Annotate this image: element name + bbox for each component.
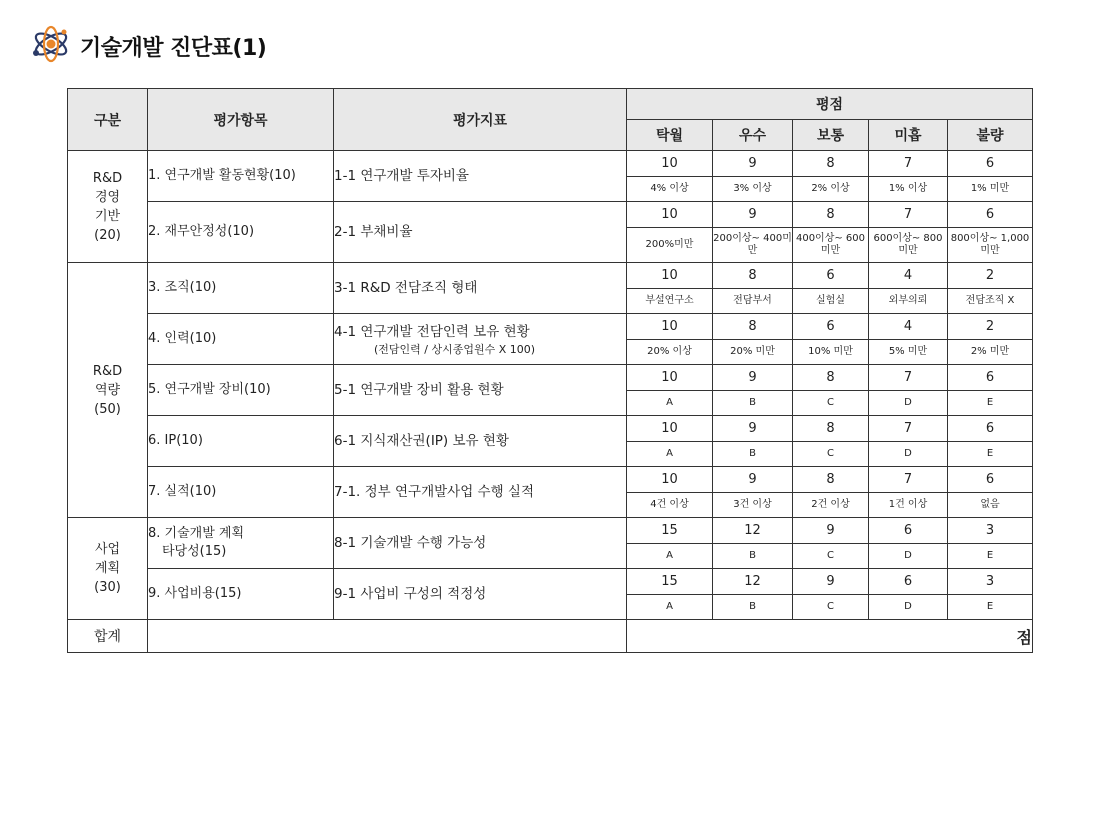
criterion-value: D [869,544,948,569]
score-value: 6 [793,263,869,289]
grade-excellent: 탁월 [627,120,713,151]
indicator-cell [334,151,627,202]
criterion-value: 전담부서 [713,289,793,314]
item-cell [148,202,334,263]
score-value: 10 [627,314,713,340]
criterion-value: 없음 [948,493,1033,518]
score-value: 2 [948,263,1033,289]
score-value: 9 [713,467,793,493]
criterion-value: B [713,595,793,620]
criterion-value: 1건 이상 [869,493,948,518]
criterion-value: 부설연구소 [627,289,713,314]
indicator-text: 3-1 R&D 전담조직 형태 [334,280,478,296]
criterion-value: C [793,544,869,569]
indicator-cell [334,467,627,518]
score-value: 7 [869,151,948,177]
criterion-value: 400이상~ 600미만 [793,228,869,263]
header-category: 구분 [68,89,148,151]
criterion-value: C [793,442,869,467]
criterion-value: B [713,391,793,416]
criterion-value: 200이상~ 400미만 [713,228,793,263]
score-value: 12 [713,518,793,544]
category-label-line: 경영 [94,189,121,205]
item-cell [148,365,334,416]
criterion-value: 2% 미만 [948,340,1033,365]
category-label-line: R&D [92,363,123,379]
item-cell [148,151,334,202]
item-cell [148,467,334,518]
indicator-note: (전담인력 / 상시종업원수 X 100) [374,342,536,356]
category-label-line: (20) [94,227,121,243]
score-value: 6 [948,365,1033,391]
item-label-line: 7. 실적(10) [148,484,217,499]
criterion-value: E [948,442,1033,467]
indicator-text: 9-1 사업비 구성의 적정성 [334,586,487,602]
category-label-line: (30) [94,580,121,595]
score-value: 9 [713,365,793,391]
criterion-value: A [627,391,713,416]
score-value: 10 [627,416,713,442]
score-value: 9 [793,518,869,544]
criterion-value: 5% 미만 [869,340,948,365]
score-value: 8 [793,467,869,493]
table-row [68,314,1033,340]
indicator-cell [334,569,627,620]
table-row [68,569,1033,595]
indicator-cell [334,365,627,416]
criterion-value: C [793,595,869,620]
score-value: 10 [627,202,713,228]
score-value: 4 [869,263,948,289]
score-value: 8 [713,314,793,340]
score-value: 8 [793,416,869,442]
table-row [68,151,1033,177]
item-label-line: 타당성(15) [162,544,227,559]
score-value: 9 [713,151,793,177]
category-label-line: (50) [94,401,121,417]
item-cell [148,263,334,314]
item-label-line: 8. 기술개발 계획 [148,526,245,541]
grade-good: 우수 [713,120,793,151]
criterion-value: A [627,544,713,569]
criterion-value: E [948,544,1033,569]
score-value: 9 [713,202,793,228]
indicator-cell [334,416,627,467]
title-row [30,26,266,66]
diagnosis-table [67,88,1033,653]
score-value: 8 [713,263,793,289]
criterion-value: 3% 이상 [713,177,793,202]
item-label-line: 1. 연구개발 활동현황(10) [148,168,296,183]
item-label-line: 9. 사업비용(15) [148,586,242,601]
category-label-line: 역량 [94,382,121,398]
category-cell [68,151,148,263]
grade-poor: 미흡 [869,120,948,151]
score-value: 6 [869,569,948,595]
item-label-line: 5. 연구개발 장비(10) [148,382,271,397]
item-label-line: 6. IP(10) [148,433,203,448]
criterion-value: 20% 이상 [627,340,713,365]
criterion-value: 실험실 [793,289,869,314]
total-score-unit: 점 [627,620,1033,653]
indicator-cell [334,263,627,314]
score-value: 6 [793,314,869,340]
category-cell [68,518,148,620]
table-row [68,202,1033,228]
category-cell [68,263,148,518]
criterion-value: 1% 미만 [948,177,1033,202]
criterion-value: 4건 이상 [627,493,713,518]
criterion-value: A [627,595,713,620]
criterion-value: 800이상~ 1,000미만 [948,228,1033,263]
category-label-line: 계획 [94,561,121,576]
total-row [68,620,1033,653]
score-value: 10 [627,365,713,391]
criterion-value: D [869,391,948,416]
score-value: 6 [948,151,1033,177]
criterion-value: E [948,595,1033,620]
table-row [68,263,1033,289]
criterion-value: D [869,595,948,620]
total-blank [148,620,627,653]
criterion-value: 200%미만 [627,228,713,263]
indicator-text: 6-1 지식재산권(IP) 보유 현황 [334,433,509,449]
item-cell [148,416,334,467]
indicator-text: 8-1 기술개발 수행 가능성 [334,535,487,551]
indicator-text: 1-1 연구개발 투자비율 [334,168,469,184]
indicator-cell [334,202,627,263]
criterion-value: A [627,442,713,467]
indicator-text: 5-1 연구개발 장비 활용 현황 [334,382,504,398]
indicator-text: 4-1 연구개발 전담인력 보유 현황 [334,323,530,340]
criterion-value: 전담조직 X [948,289,1033,314]
score-value: 7 [869,467,948,493]
category-label-line: 사업 [94,542,121,557]
table-row [68,365,1033,391]
table-row [68,518,1033,544]
table-body [68,89,1033,653]
table-row [68,416,1033,442]
item-cell [148,518,334,569]
score-value: 3 [948,569,1033,595]
score-value: 6 [948,416,1033,442]
grade-average: 보통 [793,120,869,151]
criterion-value: 600이상~ 800미만 [869,228,948,263]
item-label-line: 2. 재무안정성(10) [148,224,255,239]
atom-icon [30,23,80,69]
score-value: 8 [793,365,869,391]
indicator-text: 2-1 부채비율 [334,224,413,240]
criterion-value: 10% 미만 [793,340,869,365]
header-indicator: 평가지표 [334,89,627,151]
header-row-top [68,89,1033,120]
criterion-value: 4% 이상 [627,177,713,202]
score-value: 10 [627,263,713,289]
score-value: 10 [627,151,713,177]
score-value: 9 [713,416,793,442]
score-value: 6 [948,202,1033,228]
criterion-value: E [948,391,1033,416]
score-value: 4 [869,314,948,340]
score-value: 7 [869,202,948,228]
criterion-value: 2% 이상 [793,177,869,202]
table-row [68,467,1033,493]
item-label-line: 3. 조직(10) [148,280,217,295]
criterion-value: C [793,391,869,416]
score-value: 8 [793,202,869,228]
total-label: 합계 [68,620,148,653]
criterion-value: B [713,544,793,569]
item-label-line: 4. 인력(10) [148,331,217,346]
criterion-value: D [869,442,948,467]
score-value: 10 [627,467,713,493]
grade-bad: 불량 [948,120,1033,151]
criterion-value: B [713,442,793,467]
score-value: 15 [627,518,713,544]
indicator-cell [334,314,627,365]
category-label-line: 기반 [94,208,121,224]
score-value: 6 [948,467,1033,493]
indicator-cell [334,518,627,569]
score-value: 6 [869,518,948,544]
score-value: 12 [713,569,793,595]
score-value: 2 [948,314,1033,340]
score-value: 15 [627,569,713,595]
item-cell [148,569,334,620]
header-score: 평점 [627,89,1033,120]
category-label-line: R&D [92,170,123,186]
score-value: 7 [869,416,948,442]
header-item: 평가항목 [148,89,334,151]
criterion-value: 1% 이상 [869,177,948,202]
page-title: 기술개발 진단표(1) [80,35,267,61]
criterion-value: 3건 이상 [713,493,793,518]
indicator-text: 7-1. 정부 연구개발사업 수행 실적 [334,484,534,500]
score-value: 9 [793,569,869,595]
item-cell [148,314,334,365]
score-value: 7 [869,365,948,391]
criterion-value: 20% 미만 [713,340,793,365]
score-value: 3 [948,518,1033,544]
criterion-value: 외부의뢰 [869,289,948,314]
score-value: 8 [793,151,869,177]
criterion-value: 2건 이상 [793,493,869,518]
